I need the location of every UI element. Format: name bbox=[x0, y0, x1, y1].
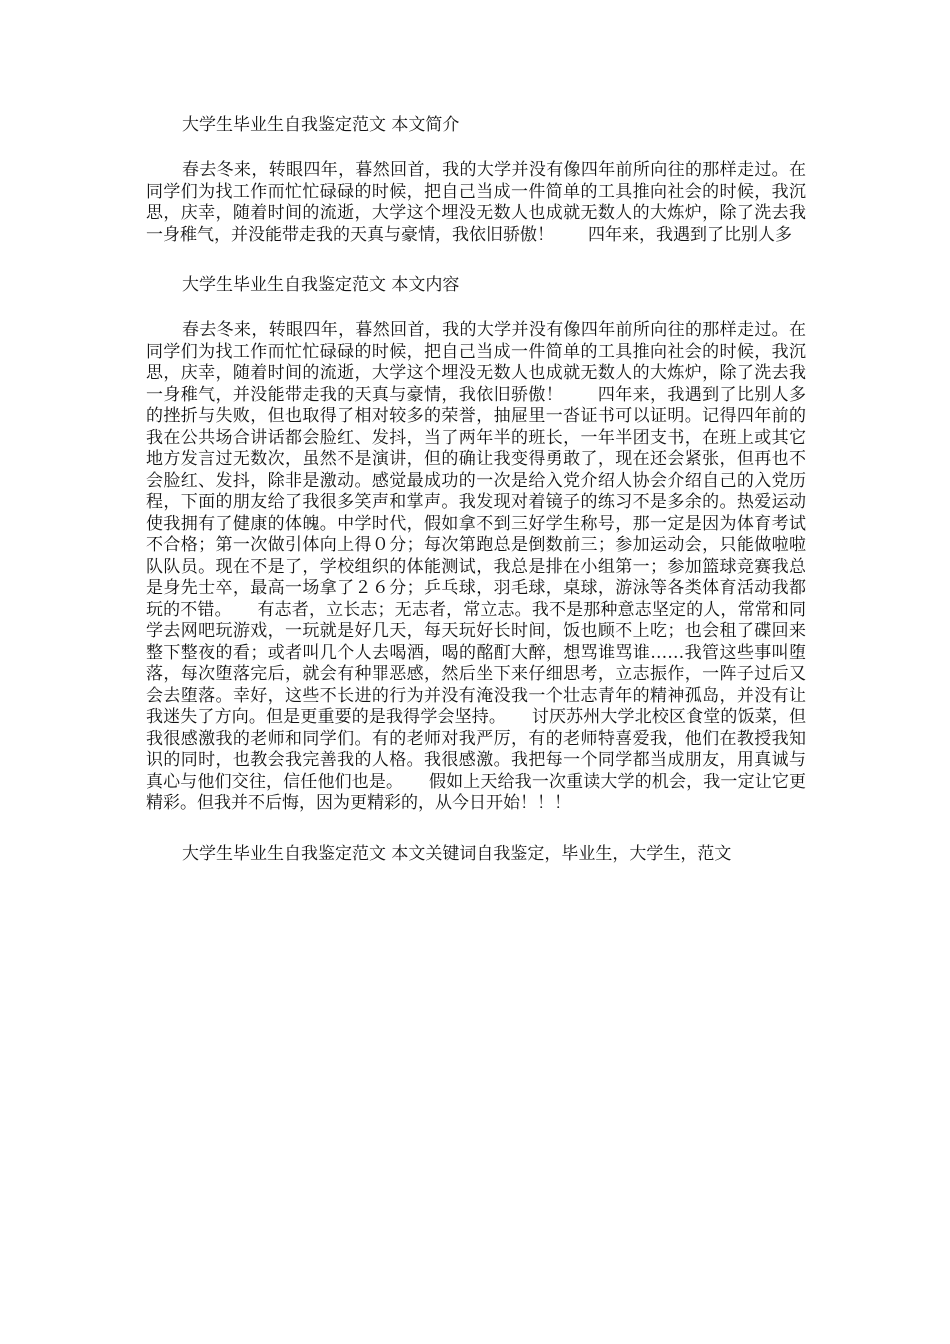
document-page bbox=[146, 112, 806, 867]
intro-heading: 大学生毕业生自我鉴定范文 本文简介 bbox=[182, 115, 460, 135]
keywords-line: 大学生毕业生自我鉴定范文 本文关键词自我鉴定，毕业生，大学生，范文 bbox=[182, 843, 732, 864]
intro-paragraph: 春去冬来，转眼四年，暮然回首，我的大学并没有像四年前所向往的那样走过。在同学们为找工作而忙忙碌碌的时候，把自己当成一件简单的工具推向社会的时候，我沉思，庆幸，随着时间的流逝，大学这个埋没无数人也成就无数人的大炼炉，除了洗去我一身稚气，并没能带走我的天真与豪情，我依旧骄傲！ 四年来，我遇到了比别人多 bbox=[146, 160, 806, 245]
spacer bbox=[146, 138, 806, 160]
spacer bbox=[146, 246, 806, 272]
spacer bbox=[146, 298, 806, 320]
spacer bbox=[146, 815, 806, 841]
content-heading: 大学生毕业生自我鉴定范文 本文内容 bbox=[182, 275, 460, 295]
content-paragraph: 春去冬来，转眼四年，暮然回首，我的大学并没有像四年前所向往的那样走过。在同学们为找工作而忙忙碌碌的时候，把自己当成一件简单的工具推向社会的时候，我沉思，庆幸，随着时间的流逝，大学这个埋没无数人也成就无数人的大炼炉，除了洗去我一身稚气，并没能带走我的天真与豪情，我依旧骄傲！ 四年来，我遇到了比别人多的挫折与失败，但也取得了相对较多的荣誉，抽屉里一沓证书可以证明。记得四年前的我在公共场合讲话都会脸红、发抖，当了两年半的班长，一年半团支书，在班上或其它地方发言过无数次，虽然不是演讲，但的确让我变得勇敢了，现在还会紧张，但再也不会脸红、发抖，除非是激动。感觉最成功的一次是给入党介绍人协会介绍自己的入党历程，下面的朋友给了我很多笑声和掌声。我发现对着镜子的练习不是多余的。热爱运动使我拥有了健康的体魄。中学时代，假如拿不到三好学生称号，那一定是因为体育考试不合格；第一次做引体向上得０分；每次第跑总是倒数前三；参加运动会，只能做啦啦队队员。现在不是了，学校组织的体能测试，我总是排在小组第一；参加篮球竞赛我总是身先士卒，最高一场拿了２６分；乒乓球，羽毛球，桌球，游泳等各类体育活动我都玩的不错。 有志者，立长志；无志者，常立志。我不是那种意志坚定的人，常常和同学去网吧玩游戏，一玩就是好几天，每天玩好长时间，饭也顾不上吃；也会租了碟回来整下整夜的看；或者叫几个人去喝酒，喝的酩酊大醉，想骂谁骂谁……我管这些事叫堕落，每次堕落完后，就会有种罪恶感，然后坐下来仔细思考，立志振作，一阵子过后又会去堕落。幸好，这些不长进的行为并没有淹没我一个壮志青年的精神孤岛，并没有让我迷失了方向。但是更重要的是我得学会坚持。 讨厌苏州大学北校区食堂的饭菜，但我很感激我的老师和同学们。有的老师对我严厉，有的老师特喜爱我，他们在教授我知识的同时，也教会我完善我的人格。我很感激。我把每一个同学都当成朋友，用真诚与真心与他们交往，信任他们也是。 假如上天给我一次重读大学的机会，我一定让它更精彩。但我并不后悔，因为更精彩的，从今日开始！！！ bbox=[146, 320, 806, 813]
